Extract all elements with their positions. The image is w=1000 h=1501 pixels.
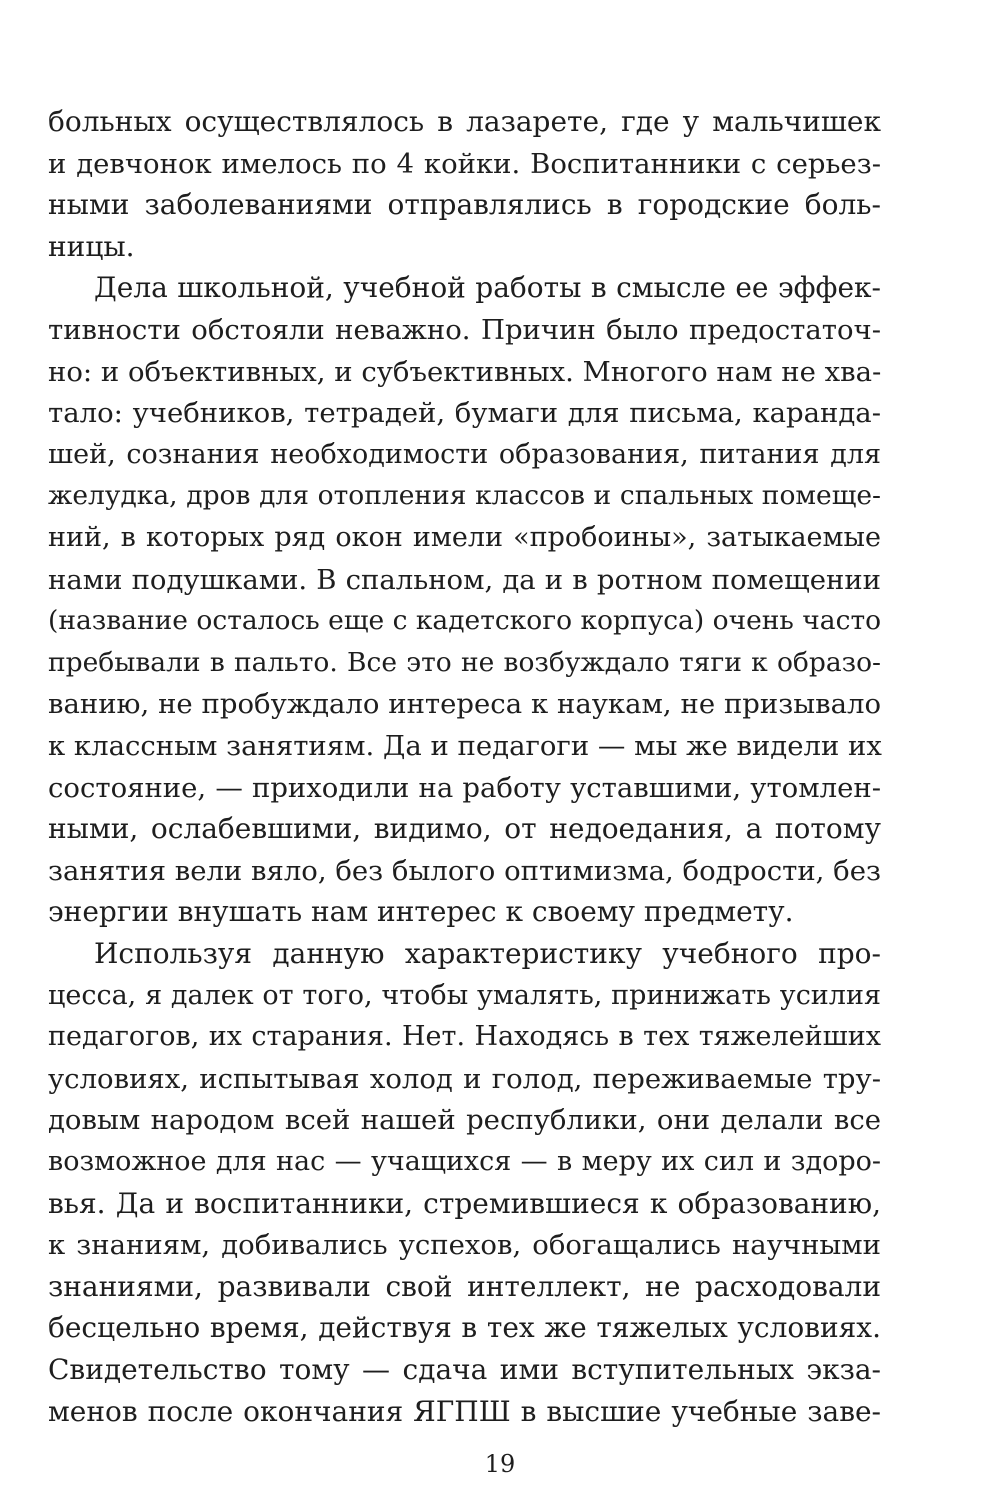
text-line: ванию, не пробуждало интереса к наукам, не призывало: [48, 688, 881, 721]
text-line: и девчонок имелось по 4 койки. Воспитанники с серьез-: [48, 147, 881, 180]
text-line: Используя данную характеристику учебного про-: [94, 937, 881, 970]
text-line: (название осталось еще с кадетского корпуса) очень часто: [48, 605, 882, 637]
page-number: 19: [484, 1450, 516, 1478]
text-line: возможное для нас — учащихся — в меру их сил и здоро-: [48, 1146, 881, 1177]
text-line: условиях, испытывая холод и голод, переживаемые тру-: [48, 1062, 881, 1095]
text-line: энергии внушать нам интерес к своему предмету.: [48, 895, 794, 929]
text-line: но: и объективных, и субъективных. Многого нам не хва-: [48, 355, 882, 388]
text-line: ницы.: [48, 229, 135, 263]
text-line: нами подушками. В спальном, да и в ротном помещении: [48, 563, 881, 596]
text-line: пребывали в пальто. Все это не возбуждало тяги к образо-: [48, 646, 881, 678]
text-line: ными заболеваниями отправлялись в городские боль-: [48, 188, 881, 222]
text-line: вья. Да и воспитанники, стремившиеся к образованию,: [48, 1186, 881, 1220]
text-line: менов после окончания ЯГПШ в высшие учебные заве-: [48, 1394, 881, 1428]
text-line: шей, сознания необходимости образования, питания для: [48, 438, 881, 470]
text-line: цесса, я далек от того, чтобы умалять, принижать усилия: [48, 979, 881, 1011]
text-line: тало: учебников, тетрадей, бумаги для письма, каранда-: [48, 397, 881, 430]
text-line: знаниями, развивали свой интеллект, не расходовали: [48, 1269, 881, 1303]
text-line: ний, в которых ряд окон имели «пробоины», затыкаемые: [48, 522, 881, 553]
text-line: ными, ослабевшими, видимо, от недоедания, а потому: [48, 812, 881, 846]
text-line: Свидетельство тому — сдача ими вступительных экза-: [48, 1353, 881, 1386]
text-line: занятия вели вяло, без былого оптимизма, бодрости, без: [48, 854, 881, 887]
text-line: больных осуществлялось в лазарете, где у мальчишек: [48, 105, 881, 138]
text-line: довым народом всей нашей республики, они делали все: [48, 1104, 881, 1137]
text-line: к знаниям, добивались успехов, обогащались научными: [48, 1229, 881, 1262]
text-line: к классным занятиям. Да и педагоги — мы же видели их: [48, 730, 882, 762]
text-line: желудка, дров для отопления классов и спальных помеще-: [48, 480, 881, 512]
text-line: состояние, — приходили на работу уставшими, утомлен-: [48, 771, 881, 804]
text-line: тивности обстояли неважно. Причин было предостаточ-: [48, 314, 881, 346]
text-line: бесцельно время, действуя в тех же тяжелых условиях.: [48, 1311, 881, 1345]
text-line: Дела школьной, учебной работы в смысле ее эффек-: [94, 271, 881, 305]
text-line: педагогов, их старания. Нет. Находясь в тех тяжелейших: [48, 1021, 881, 1053]
